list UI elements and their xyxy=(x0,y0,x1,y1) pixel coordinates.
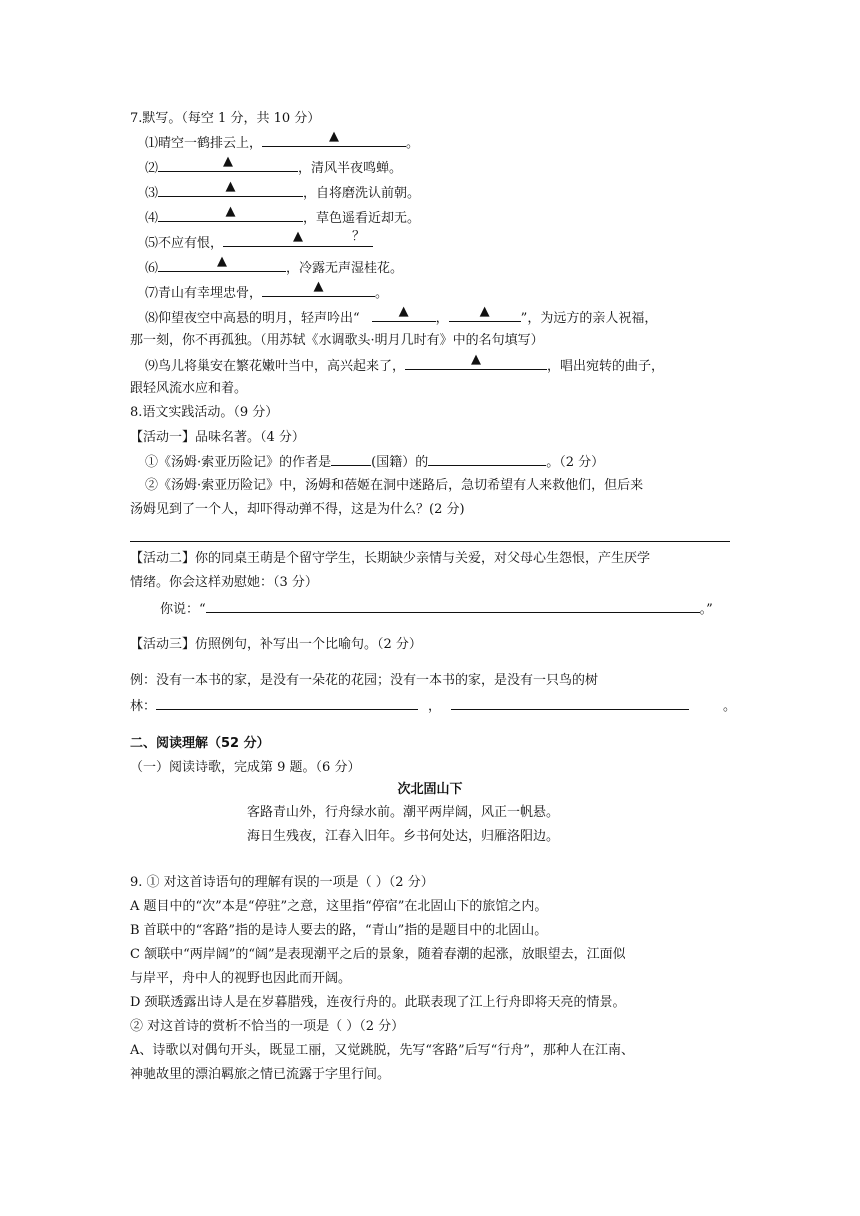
q8-header: 8.语文实践活动。（9 分） xyxy=(130,405,279,420)
q7-item-7: ⑺青山有幸埋忠骨， ▲ 。 xyxy=(145,279,389,301)
triangle-marker-icon: ▲ xyxy=(217,254,228,269)
q9-option-c-line2: 与岸平，舟中人的视野也因此而开阔。 xyxy=(130,971,352,986)
poem-title: 次北固山下 xyxy=(397,782,463,797)
q7-item-2: ⑵ ▲ ，清风半夜鸣蝉。 xyxy=(145,154,403,176)
q7-item-3: ⑶ ▲ ，自将磨洗认前朝。 xyxy=(145,179,421,201)
q9-part1: 9. ① 对这首诗语句的理解有误的一项是（ ）（2 分） xyxy=(130,875,434,890)
poem-line-1: 客路青山外，行舟绿水前。潮平两岸阔，风正一帆悬。 xyxy=(247,805,560,820)
q7-item-9-line2: 跟轻风流水应和着。 xyxy=(130,381,248,396)
activity3-example-line1: 例：没有一本书的家，是没有一朵花的花园；没有一本书的家，是没有一只鸟的树 xyxy=(130,673,599,688)
q7-item-5: ⑸不应有恨， ▲ ？ xyxy=(145,232,373,255)
q9-option-a: A 题目中的“次”本是“停驻”之意，这里指“停宿”在北固山下的旅馆之内。 xyxy=(130,899,548,914)
nationality-blank[interactable] xyxy=(331,451,371,466)
triangle-marker-icon: ▲ xyxy=(225,179,236,194)
activity1-q2-line1: ②《汤姆·索亚历险记》中，汤姆和蓓姬在洞中迷路后，急切希望有人来救他们，但后来 xyxy=(145,478,644,493)
q9-option-c-line1: C 颔联中“两岸阔”的“阔”是表现潮平之后的景象，随着春潮的起涨，放眼望去，江面似 xyxy=(130,947,626,962)
activity3-example-line2: 林： ， 。 xyxy=(130,695,736,718)
answer-blank[interactable] xyxy=(405,352,547,370)
q9-part2: ② 对这首诗的赏析不恰当的一项是（ ）（2 分） xyxy=(130,1019,405,1034)
triangle-marker-icon: ▲ xyxy=(313,279,324,294)
triangle-marker-icon: ▲ xyxy=(329,129,340,144)
answer-blank[interactable] xyxy=(158,154,298,172)
author-blank[interactable] xyxy=(428,451,546,466)
metaphor-blank[interactable] xyxy=(451,695,689,710)
q9-option-d: D 颈联透露出诗人是在岁暮腊残，连夜行舟的。此联表现了江上行舟即将天亮的情景。 xyxy=(130,995,626,1010)
q7-item-8: ⑻仰望夜空中高悬的明月，轻声吟出“ ▲ ， ▲ ”，为远方的亲人祝福， xyxy=(145,304,658,326)
activity1-q2-line2: 汤姆见到了一个人，却吓得动弹不得，这是为什么？(2 分) xyxy=(130,502,465,517)
comfort-answer-blank[interactable] xyxy=(206,598,700,613)
q9-part2-option-a-line1: A、诗歌以对偶句开头，既显工丽，又觉跳脱，先写“客路”后写“行舟”，那种人在江南、 xyxy=(130,1043,634,1058)
answer-blank[interactable] xyxy=(158,204,303,222)
triangle-marker-icon: ▲ xyxy=(225,204,236,219)
answer-blank[interactable] xyxy=(158,254,286,272)
triangle-marker-icon: ▲ xyxy=(223,154,234,169)
metaphor-blank[interactable] xyxy=(156,695,418,710)
q9-part2-option-a-line2: 神驰故里的漂泊羁旅之情已流露于字里行间。 xyxy=(130,1067,391,1082)
answer-blank[interactable] xyxy=(372,304,436,322)
q7-header: 7.默写。（每空 1 分，共 10 分） xyxy=(130,111,321,126)
q7-item-4: ⑷ ▲ ，草色遥看近却无。 xyxy=(145,204,421,226)
activity1-q1: ①《汤姆·索亚历险记》的作者是 (国籍）的 。（2 分） xyxy=(145,451,604,474)
answer-blank[interactable] xyxy=(262,129,406,147)
q9-option-b: B 首联中的“客路”指的是诗人要去的路，“青山”指的是题目中的北固山。 xyxy=(130,923,548,938)
q7-item-9: ⑼鸟儿将巢安在繁花嫩叶当中，高兴起来了， ▲ ，唱出宛转的曲子， xyxy=(145,352,665,374)
activity2-line2: 情绪。你会这样劝慰她：（3 分） xyxy=(130,575,318,590)
triangle-marker-icon: ▲ xyxy=(293,229,304,244)
activity1-title: 【活动一】品味名著。（4 分） xyxy=(130,430,305,445)
answer-line[interactable] xyxy=(130,541,730,542)
activity2-line1: 【活动二】你的同桌王萌是个留守学生，长期缺少亲情与关爱，对父母心生怨恨，产生厌学 xyxy=(130,551,651,566)
activity2-answer: 你说：“ 。” xyxy=(160,598,713,621)
answer-blank[interactable]: ▲ ？ xyxy=(223,232,373,247)
triangle-marker-icon: ▲ xyxy=(471,352,482,367)
answer-blank[interactable] xyxy=(262,279,375,297)
section2-title: 二、阅读理解（52 分） xyxy=(130,736,270,751)
answer-blank[interactable] xyxy=(449,304,521,322)
section2-sub1: （一）阅读诗歌，完成第 9 题。（6 分） xyxy=(130,760,361,775)
q7-item-6: ⑹ ▲ ，冷露无声湿桂花。 xyxy=(145,254,404,276)
triangle-marker-icon: ▲ xyxy=(479,304,490,319)
q7-item-8-line2: 那一刻，你不再孤独。（用苏轼《水调歌头·明月几时有》中的名句填写） xyxy=(130,333,544,348)
activity3-title: 【活动三】仿照例句，补写出一个比喻句。（2 分） xyxy=(130,637,422,652)
poem-line-2: 海日生残夜，江春入旧年。乡书何处达，归雁洛阳边。 xyxy=(247,829,560,844)
q7-item-1: ⑴晴空一鹤排云上， ▲ 。 xyxy=(145,129,420,151)
triangle-marker-icon: ▲ xyxy=(398,304,409,319)
answer-blank[interactable] xyxy=(158,179,303,197)
